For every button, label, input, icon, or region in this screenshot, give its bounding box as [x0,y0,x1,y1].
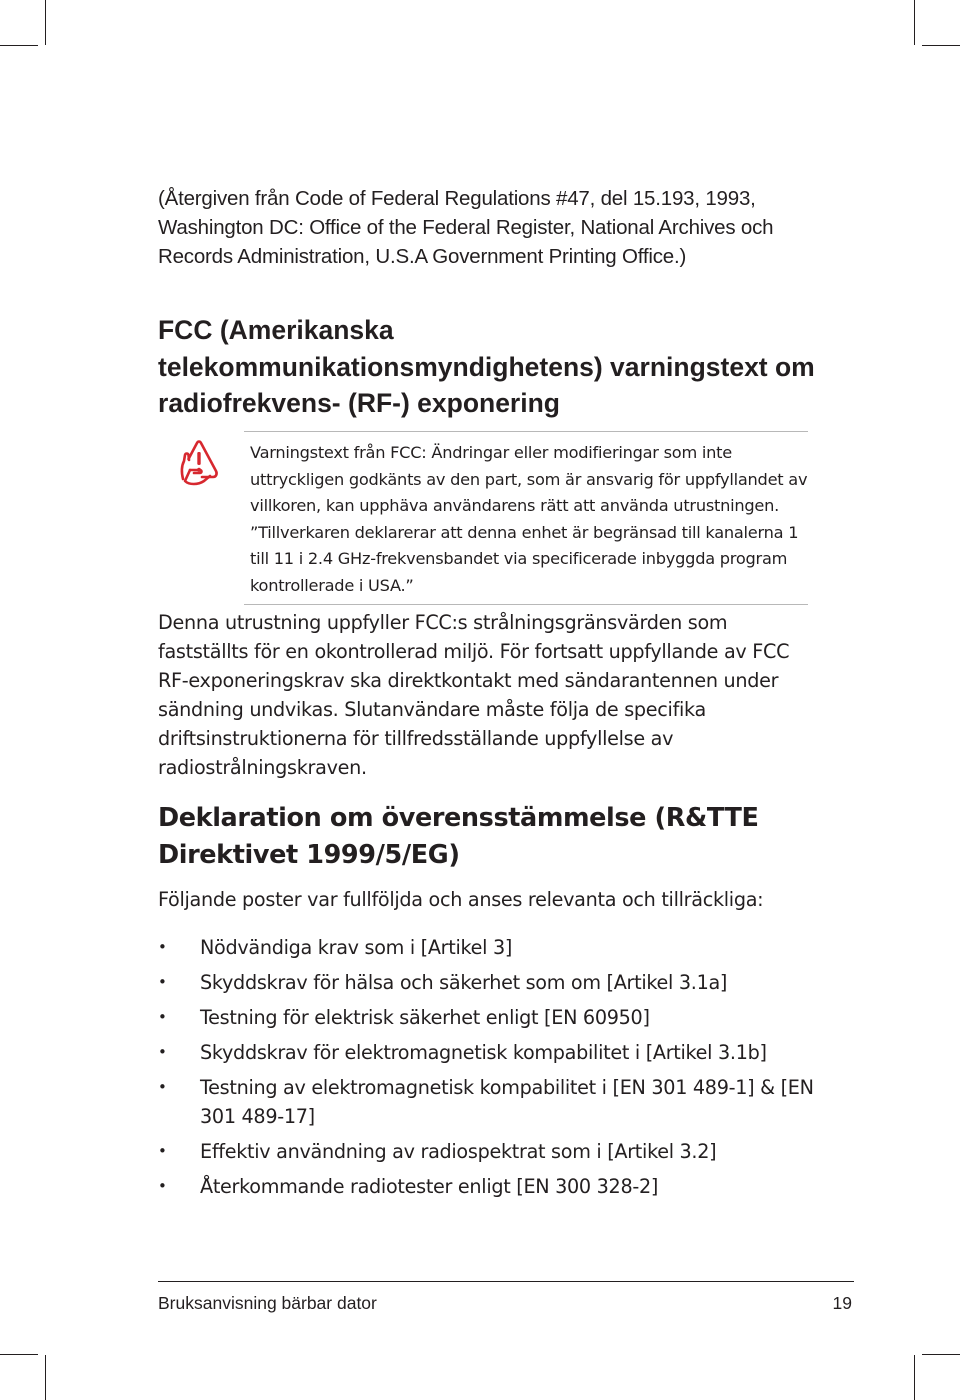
declaration-intro: Följande poster var fullföljda och anses relevanta och tillräckliga: [158,888,764,911]
crop-mark [922,1354,960,1355]
list-item-text: Skyddskrav för elektromagnetisk kompabilitet i [Artikel 3.1b] [200,1041,767,1064]
list-item [158,968,818,997]
bullet-icon: • [158,1008,167,1026]
footer-rule [158,1281,854,1282]
list-item-text: Skyddskrav för hälsa och säkerhet som om [Artikel 3.1a] [200,971,728,994]
crop-mark [0,1354,38,1355]
list-item [158,1172,818,1201]
list-item [158,1038,818,1067]
rf-exposure-paragraph: Denna utrustning uppfyller FCC:s strålningsgränsvärden som fastställts för en okontrollerad miljö. För fortsatt uppfyllande av FCC RF-exponeringskrav ska direktkontakt med sändarantennen under sändning undvikas. Slutanvändare måste följa de specifika driftsinstruktionerna för tillfredsställande uppfyllelse av radiostrålningskraven. [158,611,790,779]
bullet-icon: • [158,1142,167,1160]
crop-mark [45,1355,46,1400]
list-item-text: Nödvändiga krav som i [Artikel 3] [200,936,513,959]
list-item-text: Återkommande radiotester enligt [EN 300 328-2] [200,1175,659,1198]
warning-hand-icon [176,438,222,488]
warning-rule-bottom [244,604,808,605]
intro-paragraph: (Återgiven från Code of Federal Regulations #47, del 15.193, 1993, Washington DC: Office of the Federal Register, National Archives och Records Administration, U.S.A Government Printing Office.) [158,187,774,268]
footer-title: Bruksanvisning bärbar dator [158,1293,377,1313]
list-item-text: Testning av elektromagnetisk kompabilitet i [EN 301 489-1] & [EN 301 489-17] [200,1076,814,1128]
list-item [158,1003,818,1032]
bullet-icon: • [158,1177,167,1195]
bullet-icon: • [158,1043,167,1061]
fcc-warning-text: Varningstext från FCC: Ändringar eller modifieringar som inte uttryckligen godkänts av den part, som är ansvarig för uppfyllandet av villkoren, kan upphäva användarens rätt att använda utrustningen. ”Tillverkaren deklarerar att denna enhet är begränsad till kanalerna 1 till 11 i 2.4 GHz-frekvensbandet via specificerade inbyggda program kontrollerade i USA.” [250,443,808,595]
crop-mark [0,45,38,46]
requirements-list [158,933,818,1207]
fcc-section-heading: FCC (Amerikanska telekommunikationsmyndighetens) varningstext om radiofrekvens- (RF-) exponering [158,315,815,418]
warning-rule-top [244,431,808,432]
declaration-heading: Deklaration om överensstämmelse (R&TTE Direktivet 1999/5/EG) [158,803,759,870]
crop-mark [914,1355,915,1400]
list-item [158,933,818,962]
bullet-icon: • [158,938,167,956]
list-item [158,1137,818,1166]
crop-mark [45,0,46,45]
list-item-text: Testning för elektrisk säkerhet enligt [EN 60950] [200,1006,650,1029]
bullet-icon: • [158,1078,167,1096]
crop-mark [914,0,915,45]
list-item [158,1073,818,1131]
page-number: 19 [832,1293,852,1313]
crop-mark [922,45,960,46]
bullet-icon: • [158,973,167,991]
list-item-text: Effektiv användning av radiospektrat som i [Artikel 3.2] [200,1140,717,1163]
